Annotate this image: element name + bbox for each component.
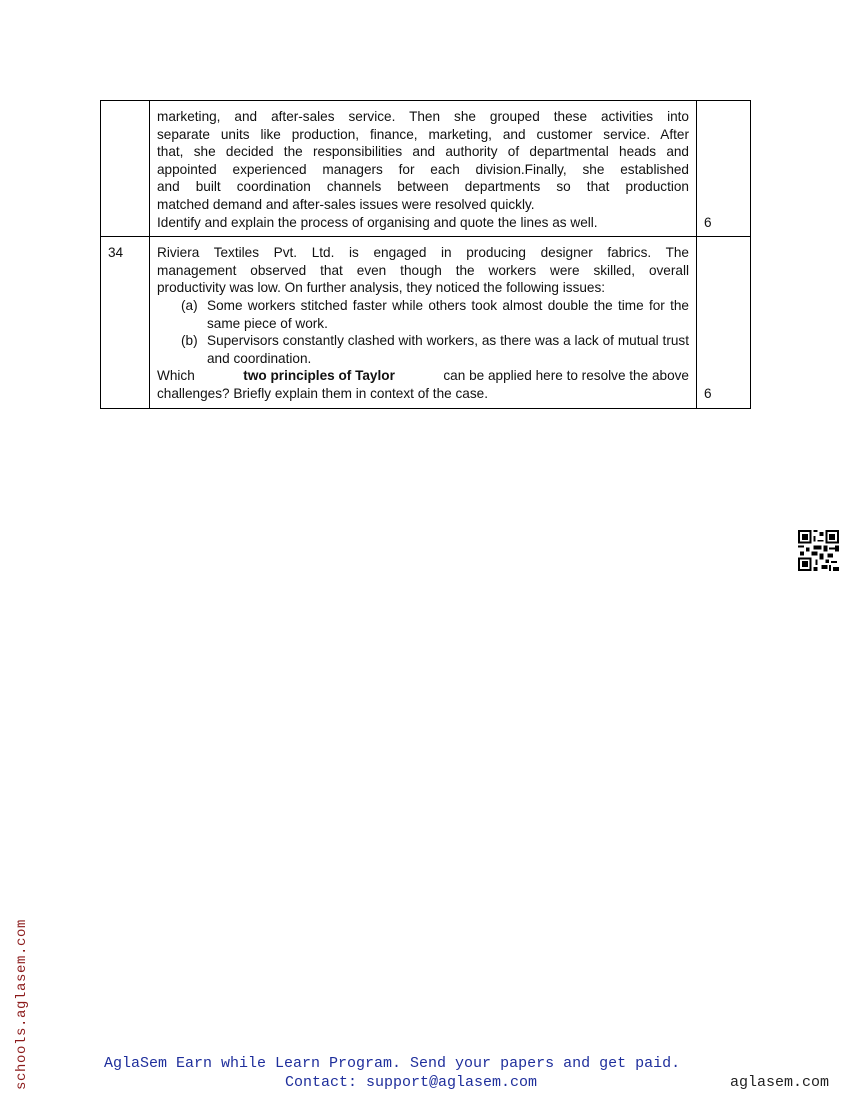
- marks: 6: [697, 101, 751, 237]
- text-line: Riviera Textiles Pvt. Ltd. is engaged in producing designer fabrics. The: [157, 245, 689, 261]
- question-number: 34: [101, 237, 150, 408]
- sub-point: [157, 297, 689, 332]
- qr-code-icon: [798, 530, 839, 571]
- marks: 6: [697, 237, 751, 408]
- question-body: [150, 101, 697, 237]
- text-line: productivity was low. On further analysis, they noticed the following issues:: [157, 280, 606, 296]
- prompt-end: can be applied here to resolve the above: [443, 368, 689, 384]
- sub-point-text: Supervisors constantly clashed with workers, as there was a lack of mutual trust and coordination.: [207, 333, 689, 366]
- question-row: [101, 237, 751, 408]
- watermark-side-url: schools.aglasem.com: [14, 918, 30, 1090]
- question-prompt: [157, 367, 689, 385]
- sub-point: [157, 332, 689, 367]
- question-body: [150, 237, 697, 408]
- text-line: appointed experienced managers for each division.Finally, she established: [157, 161, 689, 177]
- text-line: separate units like production, finance, marketing, and customer service. After: [157, 126, 689, 142]
- text-line: matched demand and after-sales issues were resolved quickly.: [157, 196, 535, 212]
- text-line: and built coordination channels between departments so that production: [157, 179, 689, 195]
- text-line: management observed that even though the workers were skilled, overall: [157, 262, 689, 278]
- footer-site-name: aglasem.com: [730, 1074, 830, 1091]
- sub-point-text: Some workers stitched faster while others took almost double the time for the same piece of work.: [207, 297, 689, 331]
- prompt-emphasis: two principles of Taylor: [243, 368, 395, 384]
- sub-point-label: (a): [181, 297, 198, 313]
- footer-contact: Contact: support@aglasem.com: [285, 1074, 538, 1091]
- question-number: [101, 101, 150, 237]
- footer-program-text: AglaSem Earn while Learn Program. Send your papers and get paid.: [104, 1055, 681, 1072]
- question-prompt-end: challenges? Briefly explain them in context of the case.: [157, 385, 488, 401]
- text-line: that, she decided the responsibilities and authority of departmental heads and: [157, 144, 689, 160]
- question-prompt: Identify and explain the process of organising and quote the lines as well.: [157, 214, 598, 230]
- sub-point-label: (b): [181, 333, 198, 349]
- text-line: marketing, and after-sales service. Then she grouped these activities into: [157, 109, 689, 124]
- question-row: [101, 101, 751, 237]
- prompt-start: Which: [157, 368, 195, 384]
- question-table: [100, 100, 751, 409]
